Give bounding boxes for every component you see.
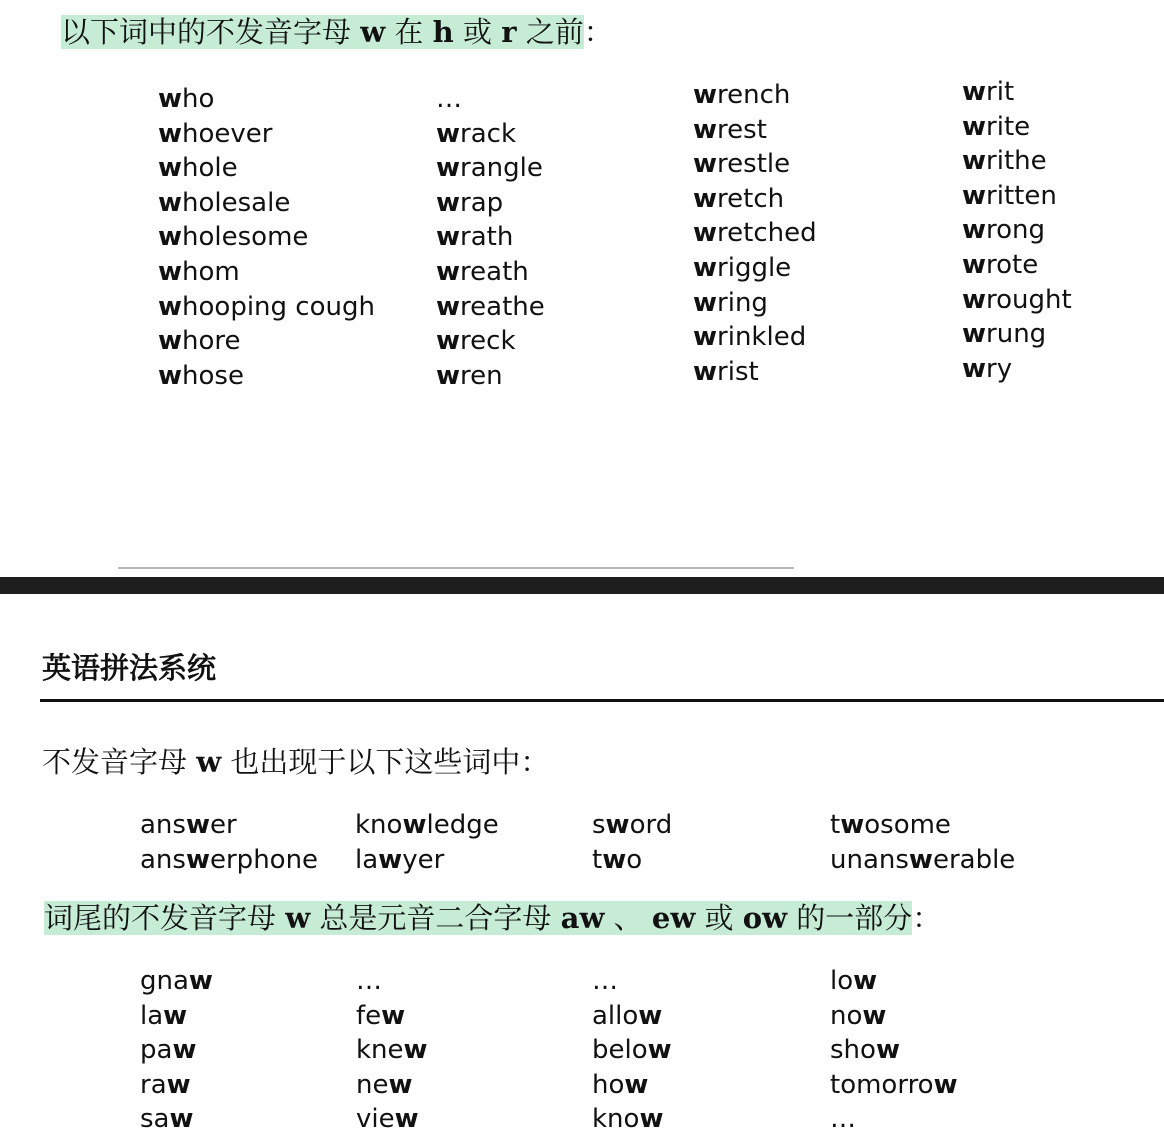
silent-w-letter: w: [158, 291, 183, 322]
word-part: ord: [629, 810, 673, 840]
heading-highlight: [44, 901, 912, 935]
word-item: [158, 290, 375, 325]
silent-w-letter: w: [875, 1035, 900, 1066]
word-item: [356, 999, 428, 1034]
word-item: [693, 78, 817, 113]
word-part: la: [140, 1000, 164, 1031]
word-item: [140, 964, 213, 999]
word-part: rath: [460, 222, 514, 253]
word-part: ans: [140, 844, 186, 875]
word-part: o: [626, 844, 643, 875]
word-part: allo: [592, 1000, 639, 1031]
word-item: [158, 82, 375, 117]
word-list-1-column-2: [436, 82, 545, 393]
word-item: [962, 144, 1072, 179]
word-item: [830, 999, 958, 1034]
word-part: rithe: [986, 146, 1047, 177]
word-part: rit: [986, 77, 1015, 107]
silent-w-letter: w: [381, 1000, 406, 1031]
word-item: [830, 1102, 958, 1137]
word-part: tomorro: [830, 1069, 934, 1100]
word-part: vie: [356, 1104, 395, 1135]
word-item: [592, 1102, 672, 1137]
silent-w-letter: w: [605, 810, 630, 840]
silent-w-letter: w: [158, 256, 183, 287]
word-item: [158, 117, 375, 152]
word-item: [830, 808, 1015, 843]
scan-edge-line: [118, 567, 794, 569]
word-item: [436, 290, 545, 325]
silent-w-letter: w: [693, 287, 718, 318]
silent-w-letter: w: [158, 222, 183, 253]
heading-colon: ：: [583, 15, 613, 49]
silent-w-letter: w: [693, 183, 718, 214]
silent-w-letter: w: [962, 146, 987, 177]
word-list-1-column-3: [693, 78, 817, 389]
word-item: [436, 82, 545, 117]
heading-text: 之前: [525, 15, 584, 49]
word-item: [356, 964, 428, 999]
word-item: [592, 1068, 672, 1103]
word-part: rought: [986, 284, 1072, 315]
silent-w-letter: w: [158, 153, 183, 184]
silent-w-letter: w: [693, 149, 718, 180]
word-list-3-column-4: [830, 964, 958, 1137]
word-part: ho: [182, 84, 215, 114]
silent-w-letter: w: [693, 252, 718, 283]
silent-w-letter: w: [602, 844, 627, 875]
silent-w-letter: w: [172, 1035, 197, 1066]
silent-w-letter: w: [962, 353, 987, 384]
word-part: sa: [140, 1104, 170, 1135]
word-list-3-column-2: [356, 964, 428, 1137]
word-part: rinkled: [717, 322, 807, 353]
silent-w-letter: w: [185, 844, 210, 875]
word-part: ne: [356, 1069, 389, 1100]
silent-w-letter: w: [647, 1035, 672, 1066]
word-part: retched: [717, 218, 817, 249]
word-item: [592, 1033, 672, 1068]
silent-w-letter: w: [378, 844, 403, 875]
word-item: [962, 75, 1072, 110]
word-part: er: [210, 810, 237, 840]
letter-h: h: [432, 15, 454, 49]
word-part: reath: [460, 256, 529, 287]
silent-w-letter: w: [624, 1069, 649, 1100]
silent-w-letter: w: [693, 114, 718, 145]
silent-w-letter: w: [188, 966, 213, 996]
word-part: holesale: [182, 187, 291, 218]
word-part: belo: [592, 1035, 648, 1066]
intro-silent-w-other-words: [42, 742, 549, 782]
silent-w-letter: w: [962, 111, 987, 142]
word-part: kne: [356, 1035, 404, 1066]
word-part: rack: [460, 118, 517, 149]
silent-w-letter: w: [166, 1069, 191, 1100]
silent-w-letter: w: [436, 222, 461, 253]
heading-text: 或: [462, 15, 492, 49]
word-part: ans: [140, 810, 186, 840]
digraph-ow: ow: [742, 901, 788, 935]
word-part: gna: [140, 966, 189, 996]
word-item: [355, 843, 499, 878]
word-part: …: [436, 84, 462, 114]
word-part: rap: [460, 187, 504, 218]
heading-text: 或: [704, 901, 734, 935]
word-item: [158, 186, 375, 221]
word-list-2-column-1: [140, 808, 318, 877]
silent-w-letter: w: [388, 1069, 413, 1100]
silent-w-letter: w: [163, 1000, 188, 1031]
word-part: rite: [986, 111, 1031, 142]
word-part: ry: [986, 353, 1013, 384]
word-part: hoever: [182, 118, 273, 149]
word-part: la: [355, 844, 379, 875]
word-item: [158, 359, 375, 394]
word-part: lo: [830, 966, 854, 996]
silent-w-letter: w: [436, 256, 461, 287]
word-list-1-column-1: [158, 82, 375, 393]
word-list-2-column-2: [355, 808, 499, 877]
word-list-2-column-3: [592, 808, 672, 877]
word-item: [962, 248, 1072, 283]
word-item: [830, 843, 1015, 878]
silent-w-letter: w: [693, 80, 718, 110]
word-part: …: [592, 966, 618, 996]
word-item: [693, 182, 817, 217]
word-item: [355, 808, 499, 843]
word-item: [962, 352, 1072, 387]
word-list-1-column-4: [962, 75, 1072, 386]
silent-w-letter: w: [862, 1000, 887, 1031]
silent-w-letter: w: [933, 1069, 958, 1100]
word-part: unans: [830, 844, 909, 875]
word-item: [693, 286, 817, 321]
word-item: [693, 251, 817, 286]
word-item: [830, 964, 958, 999]
silent-w-letter: w: [962, 284, 987, 315]
word-item: [356, 1102, 428, 1137]
word-part: rote: [986, 249, 1039, 280]
word-part: hom: [182, 256, 240, 287]
word-item: [436, 151, 545, 186]
word-item: [356, 1033, 428, 1068]
silent-w-letter: w: [158, 187, 183, 218]
letter-w: w: [285, 901, 311, 935]
word-part: ren: [460, 360, 503, 391]
heading-separator: 、: [613, 901, 643, 935]
letter-r: r: [501, 15, 517, 49]
word-part: rangle: [460, 153, 543, 184]
word-item: [140, 999, 213, 1034]
word-item: [962, 317, 1072, 352]
word-part: t: [830, 810, 841, 840]
word-item: [592, 808, 672, 843]
word-item: [436, 255, 545, 290]
word-part: erable: [932, 844, 1016, 875]
heading-highlight: [61, 15, 584, 49]
word-item: [436, 324, 545, 359]
word-part: ra: [140, 1069, 167, 1100]
silent-w-letter: w: [962, 180, 987, 211]
word-part: hole: [182, 153, 238, 184]
word-item: [962, 110, 1072, 145]
silent-w-letter: w: [158, 326, 183, 357]
word-part: rench: [717, 80, 791, 110]
word-item: [436, 220, 545, 255]
intro-text: 不发音字母: [42, 745, 188, 779]
word-item: [830, 1033, 958, 1068]
word-part: hooping cough: [182, 291, 375, 322]
word-item: [830, 1068, 958, 1103]
word-part: hose: [182, 360, 244, 391]
heading-colon: ：: [912, 901, 942, 935]
word-item: [962, 179, 1072, 214]
silent-w-letter: w: [169, 1104, 194, 1135]
word-part: rung: [986, 319, 1047, 350]
word-part: no: [830, 1000, 863, 1031]
word-part: restle: [717, 149, 791, 180]
word-part: s: [592, 810, 606, 840]
word-part: fe: [356, 1000, 382, 1031]
silent-w-letter: w: [693, 322, 718, 353]
word-part: t: [592, 844, 603, 875]
silent-w-letter: w: [394, 1104, 419, 1135]
word-item: [158, 220, 375, 255]
word-part: …: [830, 1104, 856, 1135]
word-item: [592, 999, 672, 1034]
page-separator-band: [0, 577, 1164, 594]
word-part: ledge: [426, 810, 499, 840]
word-part: …: [356, 966, 382, 996]
word-item: [140, 843, 318, 878]
section-title: 英语拼法系统: [42, 651, 217, 685]
word-item: [693, 113, 817, 148]
word-part: kno: [592, 1104, 640, 1135]
silent-w-letter: w: [436, 187, 461, 218]
word-item: [592, 843, 672, 878]
heading-text: 的一部分: [796, 901, 913, 935]
digraph-ew: ew: [651, 901, 696, 935]
silent-w-letter: w: [436, 118, 461, 149]
silent-w-letter: w: [853, 966, 878, 996]
word-item: [158, 151, 375, 186]
silent-w-letter: w: [402, 810, 427, 840]
word-part: reathe: [460, 291, 545, 322]
silent-w-letter: w: [436, 326, 461, 357]
word-item: [140, 1068, 213, 1103]
word-list-3-column-1: [140, 964, 213, 1137]
silent-w-letter: w: [962, 215, 987, 246]
word-list-2-column-4: [830, 808, 1015, 877]
silent-w-letter: w: [638, 1000, 663, 1031]
word-part: yer: [402, 844, 445, 875]
word-item: [140, 1033, 213, 1068]
letter-w: w: [360, 15, 386, 49]
word-item: [140, 808, 318, 843]
silent-w-letter: w: [840, 810, 865, 840]
word-item: [436, 117, 545, 152]
silent-w-letter: w: [158, 84, 183, 114]
silent-w-letter: w: [962, 249, 987, 280]
word-item: [693, 147, 817, 182]
word-part: osome: [864, 810, 951, 840]
silent-w-letter: w: [693, 218, 718, 249]
digraph-aw: aw: [560, 901, 605, 935]
silent-w-letter: w: [436, 291, 461, 322]
heading-text: 在: [394, 15, 424, 49]
word-part: pa: [140, 1035, 173, 1066]
word-item: [158, 324, 375, 359]
silent-w-letter: w: [436, 153, 461, 184]
silent-w-letter: w: [158, 360, 183, 391]
word-part: kno: [355, 810, 403, 840]
heading-final-silent-w: [42, 900, 945, 936]
silent-w-letter: w: [908, 844, 933, 875]
word-part: riggle: [717, 252, 792, 283]
word-item: [140, 1102, 213, 1137]
word-item: [962, 213, 1072, 248]
word-item: [592, 964, 672, 999]
word-part: erphone: [210, 844, 319, 875]
silent-w-letter: w: [639, 1104, 664, 1135]
silent-w-letter: w: [962, 319, 987, 350]
silent-w-letter: w: [693, 356, 718, 387]
word-item: [436, 359, 545, 394]
word-item: [693, 320, 817, 355]
word-item: [962, 283, 1072, 318]
section-rule: [40, 699, 1164, 702]
silent-w-letter: w: [158, 118, 183, 149]
word-part: reck: [460, 326, 516, 357]
heading-silent-w-before-h-r: [57, 14, 619, 50]
silent-w-letter: w: [403, 1035, 428, 1066]
word-part: retch: [717, 183, 785, 214]
word-part: hore: [182, 326, 241, 357]
intro-text: 也出现于以下这些词中：: [230, 745, 550, 779]
word-list-3-column-3: [592, 964, 672, 1137]
letter-w: w: [196, 745, 222, 779]
silent-w-letter: w: [185, 810, 210, 840]
word-part: sho: [830, 1035, 876, 1066]
word-item: [436, 186, 545, 221]
word-item: [693, 355, 817, 390]
heading-text: 总是元音二合字母: [319, 901, 552, 935]
silent-w-letter: w: [962, 77, 987, 107]
word-part: ring: [717, 287, 768, 318]
word-part: rest: [717, 114, 767, 145]
word-part: rist: [717, 356, 759, 387]
word-item: [158, 255, 375, 290]
word-part: ho: [592, 1069, 625, 1100]
heading-text: 以下词中的不发音字母: [61, 15, 352, 49]
heading-text: 词尾的不发音字母: [44, 901, 277, 935]
word-part: rong: [986, 215, 1046, 246]
word-part: ritten: [986, 180, 1057, 211]
word-item: [693, 216, 817, 251]
silent-w-letter: w: [436, 360, 461, 391]
word-item: [356, 1068, 428, 1103]
word-part: holesome: [182, 222, 309, 253]
